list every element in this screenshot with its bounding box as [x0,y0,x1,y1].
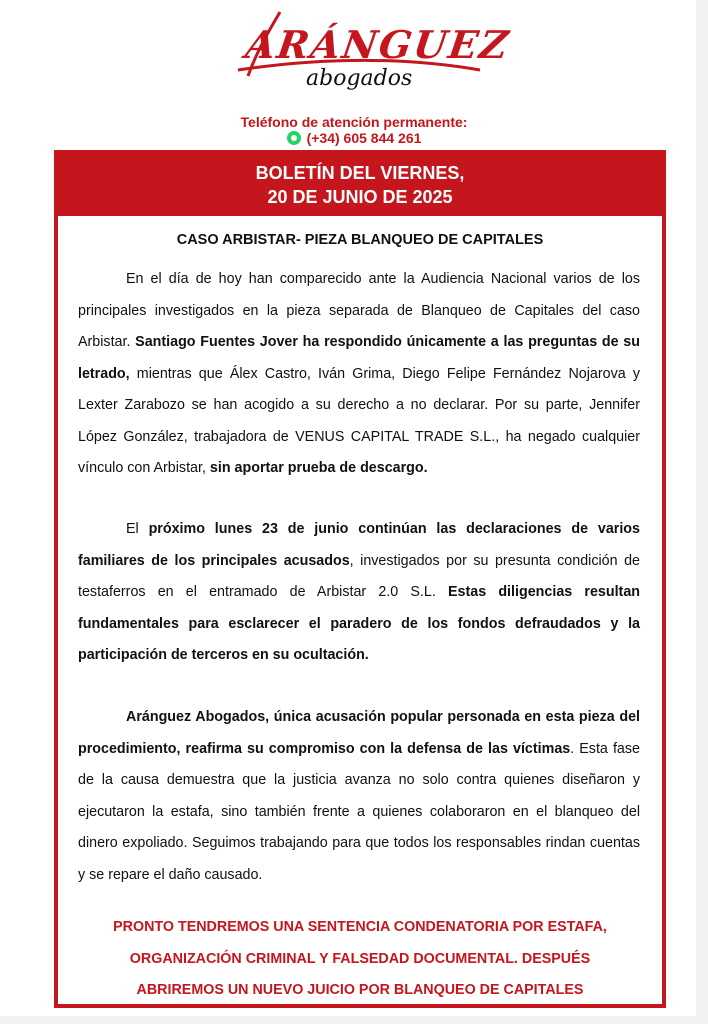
p3-bold-a: Aránguez Abogados, única acusación popular personada en esta pieza del procedimiento, reafirma su compromiso con la defensa de las víctimas [78,709,640,757]
p1-text-a: En el día de hoy han comparecido ante la Audiencia Nacional varios de los principales investigados en la pieza separada de Blanqueo de Capitales del caso Arbistar. [78,271,640,350]
p1-bold-d: sin aportar prueba de descargo. [209,460,428,476]
p1-bold-b: Santiago Fuentes Jover ha respondido únicamente a las preguntas de su letrado, [78,334,640,382]
logo-subtitle: abogados [306,66,413,91]
p3-text-b: . Esta fase de la causa demuestra que la justicia avanza no solo contra quienes diseñaron y ejecutaron la estafa, sino también frente a quienes colaboraron en el blanqueo del dinero expoliado. Seguimos trabajando para que todos los responsables rindan cuentas y se repare el daño causado. [78,740,640,883]
firm-logo [228,8,513,108]
closing-statement [58,912,662,1007]
page-edge-bottom [0,1016,708,1024]
phone-line [0,130,708,146]
case-title: CASO ARBISTAR- PIEZA BLANQUEO DE CAPITALES [176,232,544,248]
banner-line-2: 20 DE JUNIO DE 2025 [267,187,453,207]
paragraph-1 [78,264,640,485]
paragraph-3 [78,702,640,891]
bulletin-banner [58,154,662,216]
page-edge-right [696,0,708,1024]
phone-number[interactable]: (+34) 605 844 261 [306,130,422,146]
p2-bold-d: Estas diligencias resultan fundamentales para esclarecer el paradero de los fondos defraudados y la participación de terceros en su ocultación. [78,584,641,663]
p1-text-c: mientras que Álex Castro, Iván Grima, Diego Felipe Fernández Nojarova y Lexter Zarabozo se han acogido a su derecho a no declarar. Por su parte, Jennifer López González, trabajadora de VENUS CAPITAL TRADE S.L., ha negado cualquier vínculo con Arbistar, [78,365,640,476]
paragraph-2 [78,514,640,672]
p2-bold-b: próximo lunes 23 de junio continúan las declaraciones de varios familiares de los principales acusados [78,521,640,569]
phone-label: Teléfono de atención permanente: [240,114,468,130]
closing-line-1: PRONTO TENDREMOS UNA SENTENCIA CONDENATORIA POR ESTAFA, [113,919,607,935]
closing-line-3: ABRIREMOS UN NUEVO JUICIO POR BLANQUEO DE CAPITALES [136,982,584,998]
p2-text-a: El [126,521,149,537]
logo-brand-text: ARÁNGUEZ [242,22,513,67]
banner-line-1: BOLETÍN DEL VIERNES, [255,163,465,183]
bulletin-frame [54,150,666,1008]
p2-text-c: , investigados por su presunta condición de testaferros en el entramado de Arbistar 2.0 S.L. [78,552,640,600]
closing-line-2: ORGANIZACIÓN CRIMINAL Y FALSEDAD DOCUMENTAL. DESPUÉS [129,950,591,967]
whatsapp-icon [287,131,301,145]
